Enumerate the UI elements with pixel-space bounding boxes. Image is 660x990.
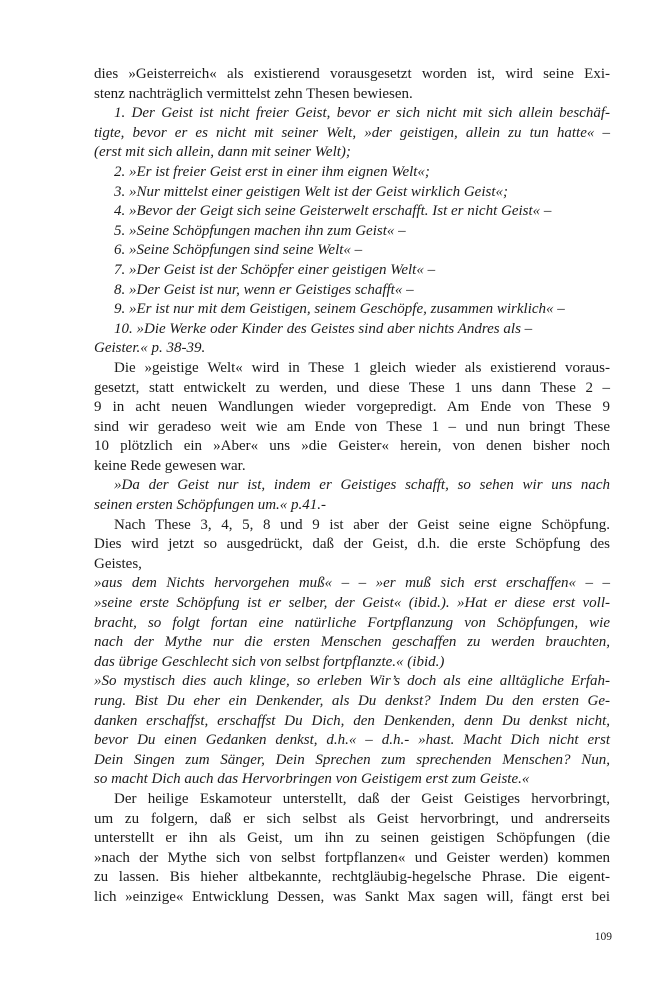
- text-line: Geistes,: [94, 555, 142, 572]
- text-line: keine Rede gewesen war.: [94, 457, 246, 474]
- page-number: 109: [594, 931, 612, 943]
- text-line: 5. »Seine Schöpfungen machen ihn zum Geist« –: [114, 222, 406, 239]
- text-line: 9. »Er ist nur mit dem Geistigen, seinem Geschöpfe, zusammen wirklich« –: [114, 301, 565, 318]
- text-line: Die »geistige Welt« wird in These 1 gleich wieder als existierend voraus-: [114, 359, 610, 376]
- text-line: um zu folgern, daß er sich selbst als Geist hervorbringt, und andrerseits: [94, 810, 610, 827]
- text-line: »nach der Mythe sich von selbst fortpflanzen« und Geister werden) kommen: [94, 849, 610, 866]
- text-line: 9 in acht neuen Wandlungen wieder vorgepredigt. Am Ende von These 9: [94, 399, 610, 416]
- text-line: dies »Geisterreich« als existierend vorausgesetzt worden ist, wird seine Exi-: [94, 66, 610, 82]
- text-line: 6. »Seine Schöpfungen sind seine Welt« –: [114, 242, 363, 259]
- text-line: so macht Dich auch das Hervorbringen von Geistigem erst zum Geiste.«: [94, 771, 530, 788]
- text-line: Dies wird jetzt so ausgedrückt, daß der Geist, d.h. die erste Schöpfung des: [94, 536, 610, 553]
- text-line: lich »einzige« Entwicklung Dessen, was Sankt Max sagen will, fängt erst bei: [94, 888, 610, 905]
- text-line: 8. »Der Geist ist nur, wenn er Geistiges schafft« –: [114, 281, 414, 298]
- text-line: bevor Du einen Gedanken denkst, d.h.« – d.h.- »hast. Macht Dich nicht erst: [94, 732, 610, 749]
- text-line: Nach These 3, 4, 5, 8 und 9 ist aber der Geist seine eigne Schöpfung.: [114, 516, 610, 533]
- text-line: 2. »Er ist freier Geist erst in einer ihm eignen Welt«;: [114, 163, 430, 180]
- text-line: danken erschaffst, erschaffst Du Dich, den Denkenden, denn Du denkst nicht,: [94, 712, 610, 729]
- text-line: das übrige Geschlecht sich von selbst fortpflanzte.« (ibid.): [94, 653, 445, 670]
- text-line: Der heilige Eskamoteur unterstellt, daß der Geist Geistiges hervorbringt,: [114, 790, 610, 807]
- text-line: Dein Singen zum Sänger, Dein Sprechen zum sprechenden Menschen? Nun,: [94, 751, 610, 768]
- text-line: 3. »Nur mittelst einer geistigen Welt ist der Geist wirklich Geist«;: [114, 183, 508, 200]
- text-line: 1. Der Geist ist nicht freier Geist, bevor er sich nicht mit sich allein beschäf-: [114, 105, 610, 122]
- text-line: nach der Mythe nur die ersten Menschen geschaffen zu werden brauchten,: [94, 634, 610, 651]
- text-line: 10 plötzlich ein »Aber« uns »die Geister« herein, von denen bisher noch: [94, 438, 610, 455]
- text-line: »aus dem Nichts hervorgehen muß« – – »er muß sich erst erschaffen« – –: [94, 575, 610, 592]
- text-line: Geister.« p. 38-39.: [94, 340, 206, 357]
- text-line: »Da der Geist nur ist, indem er Geistiges schafft, so sehen wir uns nach: [114, 477, 610, 494]
- text-line: gesetzt, statt entwickelt zu werden, und diese These 1 uns dann These 2 –: [94, 379, 610, 396]
- text-line: »So mystisch dies auch klinge, so erleben Wir’s doch als eine alltägliche Erfah-: [94, 673, 610, 690]
- text-line: »seine erste Schöpfung ist er selber, der Geist« (ibid.). »Hat er diese erst voll-: [94, 595, 610, 612]
- text-line: tigte, bevor er es nicht mit seiner Welt, »der geistigen, allein zu tun hatte« –: [94, 124, 610, 141]
- text-line: seinen ersten Schöpfungen um.« p.41.-: [94, 497, 327, 514]
- text-line: rung. Bist Du eher ein Denkender, als Du denkst? Indem Du den ersten Ge-: [94, 693, 610, 709]
- text-line: zu lassen. Bis hieher altbekannte, rechtgläubig-hegelsche Phrase. Die eigent-: [94, 869, 610, 886]
- text-line: unterstellt er ihn als Geist, um ihn zu seinen geistigen Schöpfungen (die: [94, 830, 610, 847]
- text-line: bracht, so folgt fortan eine natürliche Fortpflanzung von Schöpfungen, wie: [94, 614, 610, 631]
- text-line: 10. »Die Werke oder Kinder des Geistes sind aber nichts Andres als –: [114, 320, 533, 337]
- text-line: 7. »Der Geist ist der Schöpfer einer geistigen Welt« –: [114, 261, 436, 278]
- text-line: stenz nachträglich vermittelst zehn Thesen bewiesen.: [94, 85, 413, 102]
- body-text: [94, 65, 610, 908]
- text-line: 4. »Bevor der Geigt sich seine Geisterwelt erschafft. Ist er nicht Geist« –: [114, 203, 552, 220]
- text-line: sind wir geradeso weit wie am Ende von These 1 – und nun bringt These: [94, 418, 610, 435]
- text-line: (erst mit sich allein, dann mit seiner Welt);: [94, 144, 351, 161]
